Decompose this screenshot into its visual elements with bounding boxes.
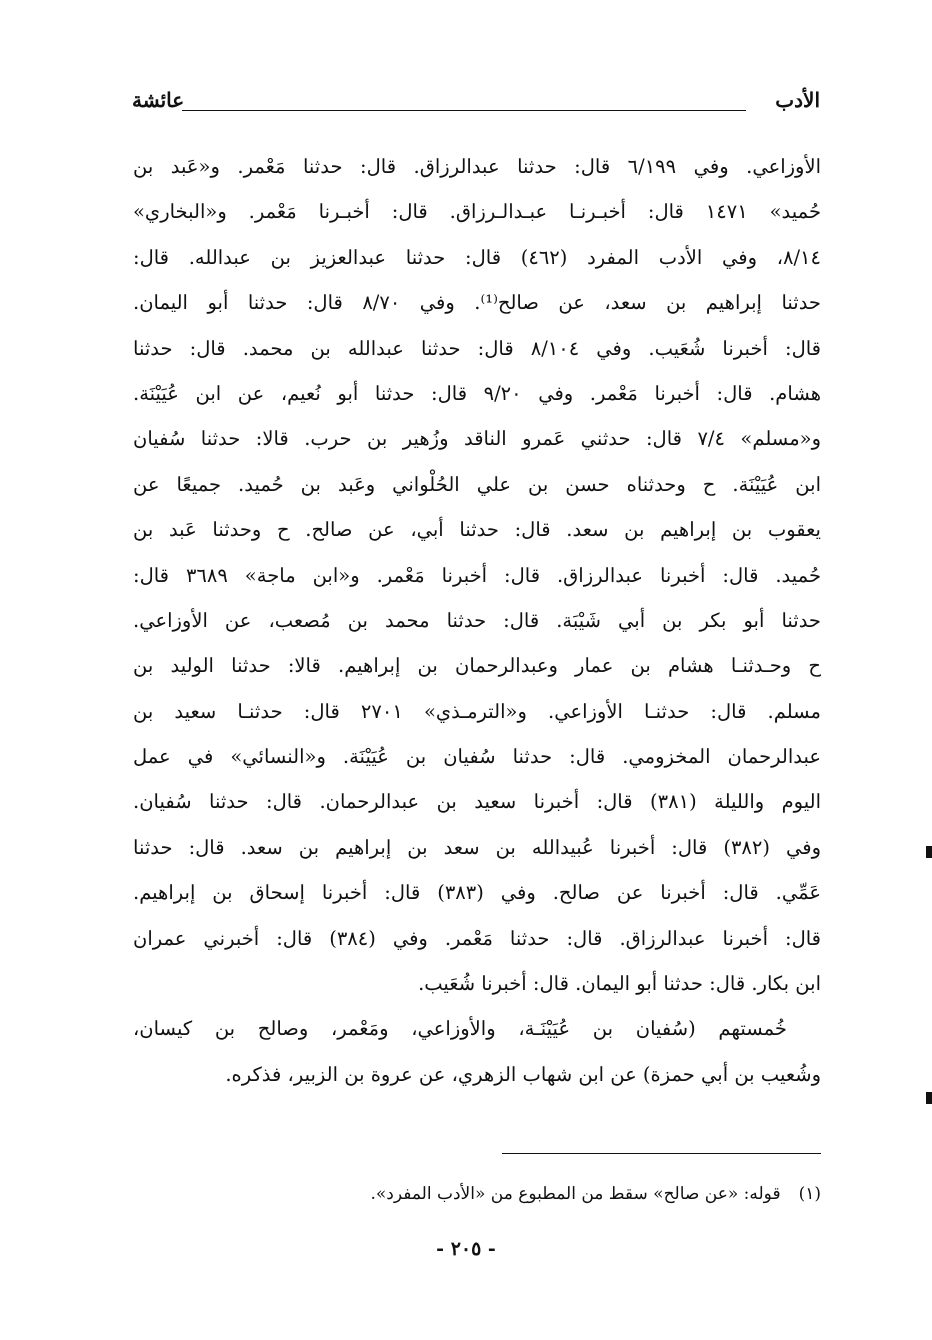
text-line: يعقوب بن إبراهيم بن سعد. قال: حدثنا أبي، عن صالح. ح وحدثنا عَبد بن: [133, 518, 821, 542]
text-line: حدثنا أبو بكر بن أبي شَيْبَة. قال: حدثنا محمد بن مُصعب، عن الأوزاعي.: [133, 608, 821, 632]
scan-edge-mark: [926, 1092, 932, 1104]
text-line: و«مسلم» ٧/٤ قال: حدثني عَمرو الناقد وزُهير بن حرب. قالا: حدثنا سُفيان: [133, 427, 821, 451]
main-text: [133, 144, 821, 1097]
footnote-number: (١): [798, 1184, 821, 1204]
header-section-title: عائشة: [132, 88, 185, 112]
text-line: قال: أخبرنا عبدالرزاق. قال: حدثنا مَعْمر. وفي (٣٨٤) قال: أخبرني عمران: [133, 926, 821, 950]
text-line: ابن بكار. قال: حدثنا أبو اليمان. قال: أخبرنا شُعَيب.: [418, 972, 821, 996]
text-line: اليوم والليلة (٣٨١) قال: أخبرنا سعيد بن عبدالرحمان. قال: حدثنا سُفيان.: [133, 790, 821, 814]
text-line: حُميد. قال: أخبرنا عبدالرزاق. قال: أخبرنا مَعْمر. و«ابن ماجة» ٣٦٨٩ قال:: [133, 563, 821, 587]
text-line: عبدالرحمان المخزومي. قال: حدثنا سُفيان بن عُيَيْنَة. و«النسائي» في عمل: [133, 745, 821, 769]
header-book-title: الأدب: [775, 88, 820, 112]
text-line: هشام. قال: أخبرنا مَعْمر. وفي ٩/٢٠ قال: حدثنا أبو نُعيم، عن ابن عُيَيْنَة.: [133, 381, 821, 405]
footnote: [133, 1184, 821, 1204]
text-line: وفي (٣٨٢) قال: أخبرنا عُبيدالله بن سعد بن إبراهيم بن سعد. قال: حدثنا: [133, 835, 821, 859]
text-line: ح وحـدثنـا هشام بن عمار وعبدالرحمان بن إبراهيم. قالا: حدثنا الوليد بن: [133, 654, 821, 678]
text-line: حدثنا إبراهيم بن سعد، عن صالح⁽¹⁾. وفي ٨/٧٠ قال: حدثنا أبو اليمان.: [133, 291, 821, 315]
text-line: حُميد» ١٤٧١ قال: أخبـرنـا عبـدالـرزاق. قال: أخبـرنا مَعْمر. و«البخاري»: [133, 200, 821, 224]
footnote-text: قوله: «عن صالح» سقط من المطبوع من «الأدب المفرد».: [370, 1184, 781, 1204]
text-line: ابن عُيَيْنَة. ح وحدثناه حسن بن علي الحُلْواني وعَبد بن حُميد. جميعًا عن: [133, 472, 821, 496]
page-number: - ٢٠٥ -: [436, 1238, 496, 1260]
text-line: الأوزاعي. وفي ٦/١٩٩ قال: حدثنا عبدالرزاق. قال: حدثنا مَعْمر. و«عَبد بن: [133, 155, 821, 178]
text-line: عَمِّي. قال: أخبرنا عن صالح. وفي (٣٨٣) قال: أخبرنا إسحاق بن إبراهيم.: [133, 881, 821, 905]
text-line: قال: أخبرنا شُعَيب. وفي ٨/١٠٤ قال: حدثنا عبدالله بن محمد. قال: حدثنا: [133, 336, 821, 360]
scan-edge-mark: [926, 846, 932, 858]
footnote-separator: [502, 1153, 821, 1154]
text-line: وشُعيب بن أبي حمزة) عن ابن شهاب الزهري، عن عروة بن الزبير، فذكره.: [225, 1062, 821, 1086]
text-line: خُمستهم (سُفيان بن عُيَيْنَـة، والأوزاعي، ومَعْمر، وصالح بن كيسان،: [133, 1017, 787, 1041]
header-rule: [182, 110, 746, 111]
text-line: مسلم. قال: حدثنـا الأوزاعي. و«الترمـذي» ٢٧٠١ قال: حدثنـا سعيد بن: [133, 699, 821, 723]
running-header: [132, 88, 820, 120]
text-line: ٨/١٤، وفي الأدب المفرد (٤٦٢) قال: حدثنا عبدالعزيز بن عبدالله. قال:: [133, 245, 821, 269]
